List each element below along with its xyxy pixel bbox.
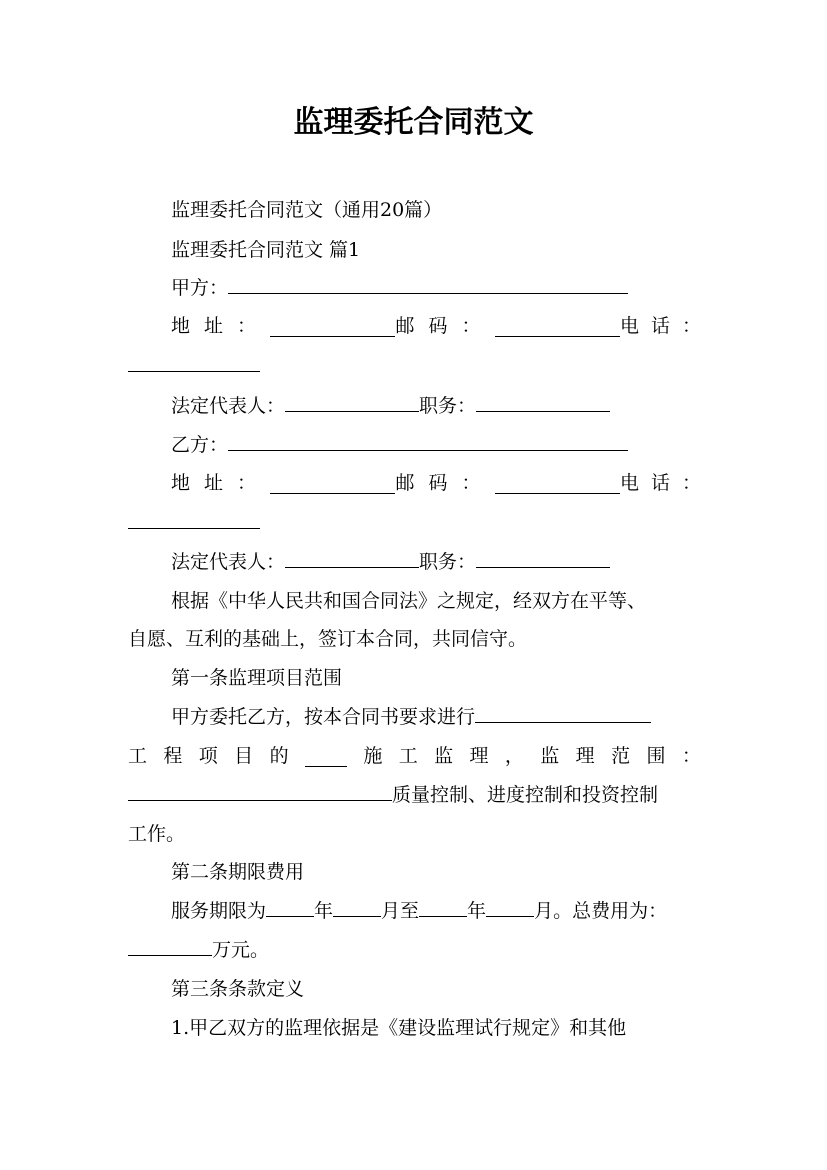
- paragraph-line: [128, 934, 701, 966]
- article1-scope-text: 质量控制、进度控制和投资控制: [392, 784, 659, 806]
- phone-label: 电话：: [619, 472, 713, 494]
- year-blank: [266, 896, 314, 917]
- term-text: 年: [467, 900, 487, 922]
- fee-blank: [128, 935, 212, 956]
- legal-rep-blank: [285, 391, 419, 412]
- justified-char: 围: [646, 745, 666, 767]
- party-b-blank: [228, 430, 628, 451]
- position-label: 职务：: [419, 395, 477, 417]
- scope-blank: [128, 780, 392, 801]
- postcode-blank: [495, 316, 620, 337]
- justified-char: 范: [611, 745, 631, 767]
- party-b-address-line: [171, 467, 713, 499]
- project-blank: [305, 746, 347, 767]
- party-a-phone-line: [128, 350, 701, 382]
- address-blank: [270, 316, 395, 337]
- justified-char: 施: [363, 745, 383, 767]
- party-a-rep-line: [171, 390, 701, 422]
- position-blank: [476, 547, 610, 568]
- party-b-rep-line: [171, 546, 701, 578]
- justified-char: 程: [163, 745, 183, 767]
- legal-rep-label: 法定代表人：: [171, 551, 286, 573]
- justified-char: 工: [398, 745, 418, 767]
- phone-label: 电话：: [619, 315, 713, 337]
- justified-char: 项: [198, 745, 218, 767]
- justified-char: 监: [540, 745, 560, 767]
- justified-char: 的: [269, 745, 289, 767]
- party-a-address-line: [171, 310, 713, 342]
- justified-char: 理: [575, 745, 595, 767]
- paragraph-line: 自愿、互利的基础上，签订本合同，共同信守。: [128, 628, 528, 650]
- party-b-line: [171, 429, 701, 461]
- month-blank: [333, 896, 381, 917]
- document-subtitle: 监理委托合同范文（通用20篇）: [171, 199, 443, 221]
- paragraph-line: [128, 740, 701, 772]
- justified-char: 工: [128, 745, 148, 767]
- document-title: 监理委托合同范文: [293, 105, 534, 140]
- postcode-label: 邮码：: [395, 315, 495, 337]
- paragraph-line: 1.甲乙双方的监理依据是《建设监理试行规定》和其他: [171, 1017, 627, 1039]
- paragraph-line: [171, 895, 701, 927]
- postcode-label: 邮码：: [395, 472, 495, 494]
- justified-char: 理: [469, 745, 489, 767]
- article-heading: 第一条监理项目范围: [171, 667, 343, 689]
- term-text: 月。总费用为：: [534, 900, 668, 922]
- paragraph-line: [171, 701, 701, 733]
- party-a-blank: [228, 273, 628, 294]
- address-blank: [270, 473, 395, 494]
- article-heading: 第三条条款定义: [171, 978, 305, 1000]
- legal-rep-blank: [285, 547, 419, 568]
- justified-char: 目: [234, 745, 254, 767]
- position-blank: [476, 391, 610, 412]
- phone-blank: [128, 508, 260, 529]
- article1-text: 甲方委托乙方，按本合同书要求进行: [171, 706, 476, 728]
- section-heading: 监理委托合同范文 篇1: [171, 239, 361, 261]
- address-label: 地址：: [171, 315, 271, 337]
- party-b-phone-line: [128, 507, 701, 539]
- term-text: 服务期限为: [171, 900, 267, 922]
- justified-char: 监: [434, 745, 454, 767]
- position-label: 职务：: [419, 551, 477, 573]
- project-name-blank: [475, 702, 651, 723]
- year-blank: [419, 896, 467, 917]
- paragraph-line: [128, 779, 701, 811]
- postcode-blank: [495, 473, 620, 494]
- justified-char: ：: [681, 745, 701, 767]
- legal-rep-label: 法定代表人：: [171, 395, 286, 417]
- term-text: 年: [314, 900, 334, 922]
- phone-blank: [128, 351, 260, 372]
- address-label: 地址：: [171, 472, 271, 494]
- month-blank: [486, 896, 534, 917]
- justified-char: ，: [504, 745, 524, 767]
- paragraph-line: 工作。: [128, 823, 186, 845]
- term-text: 月至: [381, 900, 420, 922]
- party-a-label: 甲方：: [171, 277, 229, 299]
- party-b-label: 乙方：: [171, 434, 229, 456]
- party-a-line: [171, 272, 701, 304]
- article-heading: 第二条期限费用: [171, 861, 305, 883]
- fee-text: 万元。: [212, 939, 270, 961]
- paragraph-line: 根据《中华人民共和国合同法》之规定，经双方在平等、: [171, 590, 647, 612]
